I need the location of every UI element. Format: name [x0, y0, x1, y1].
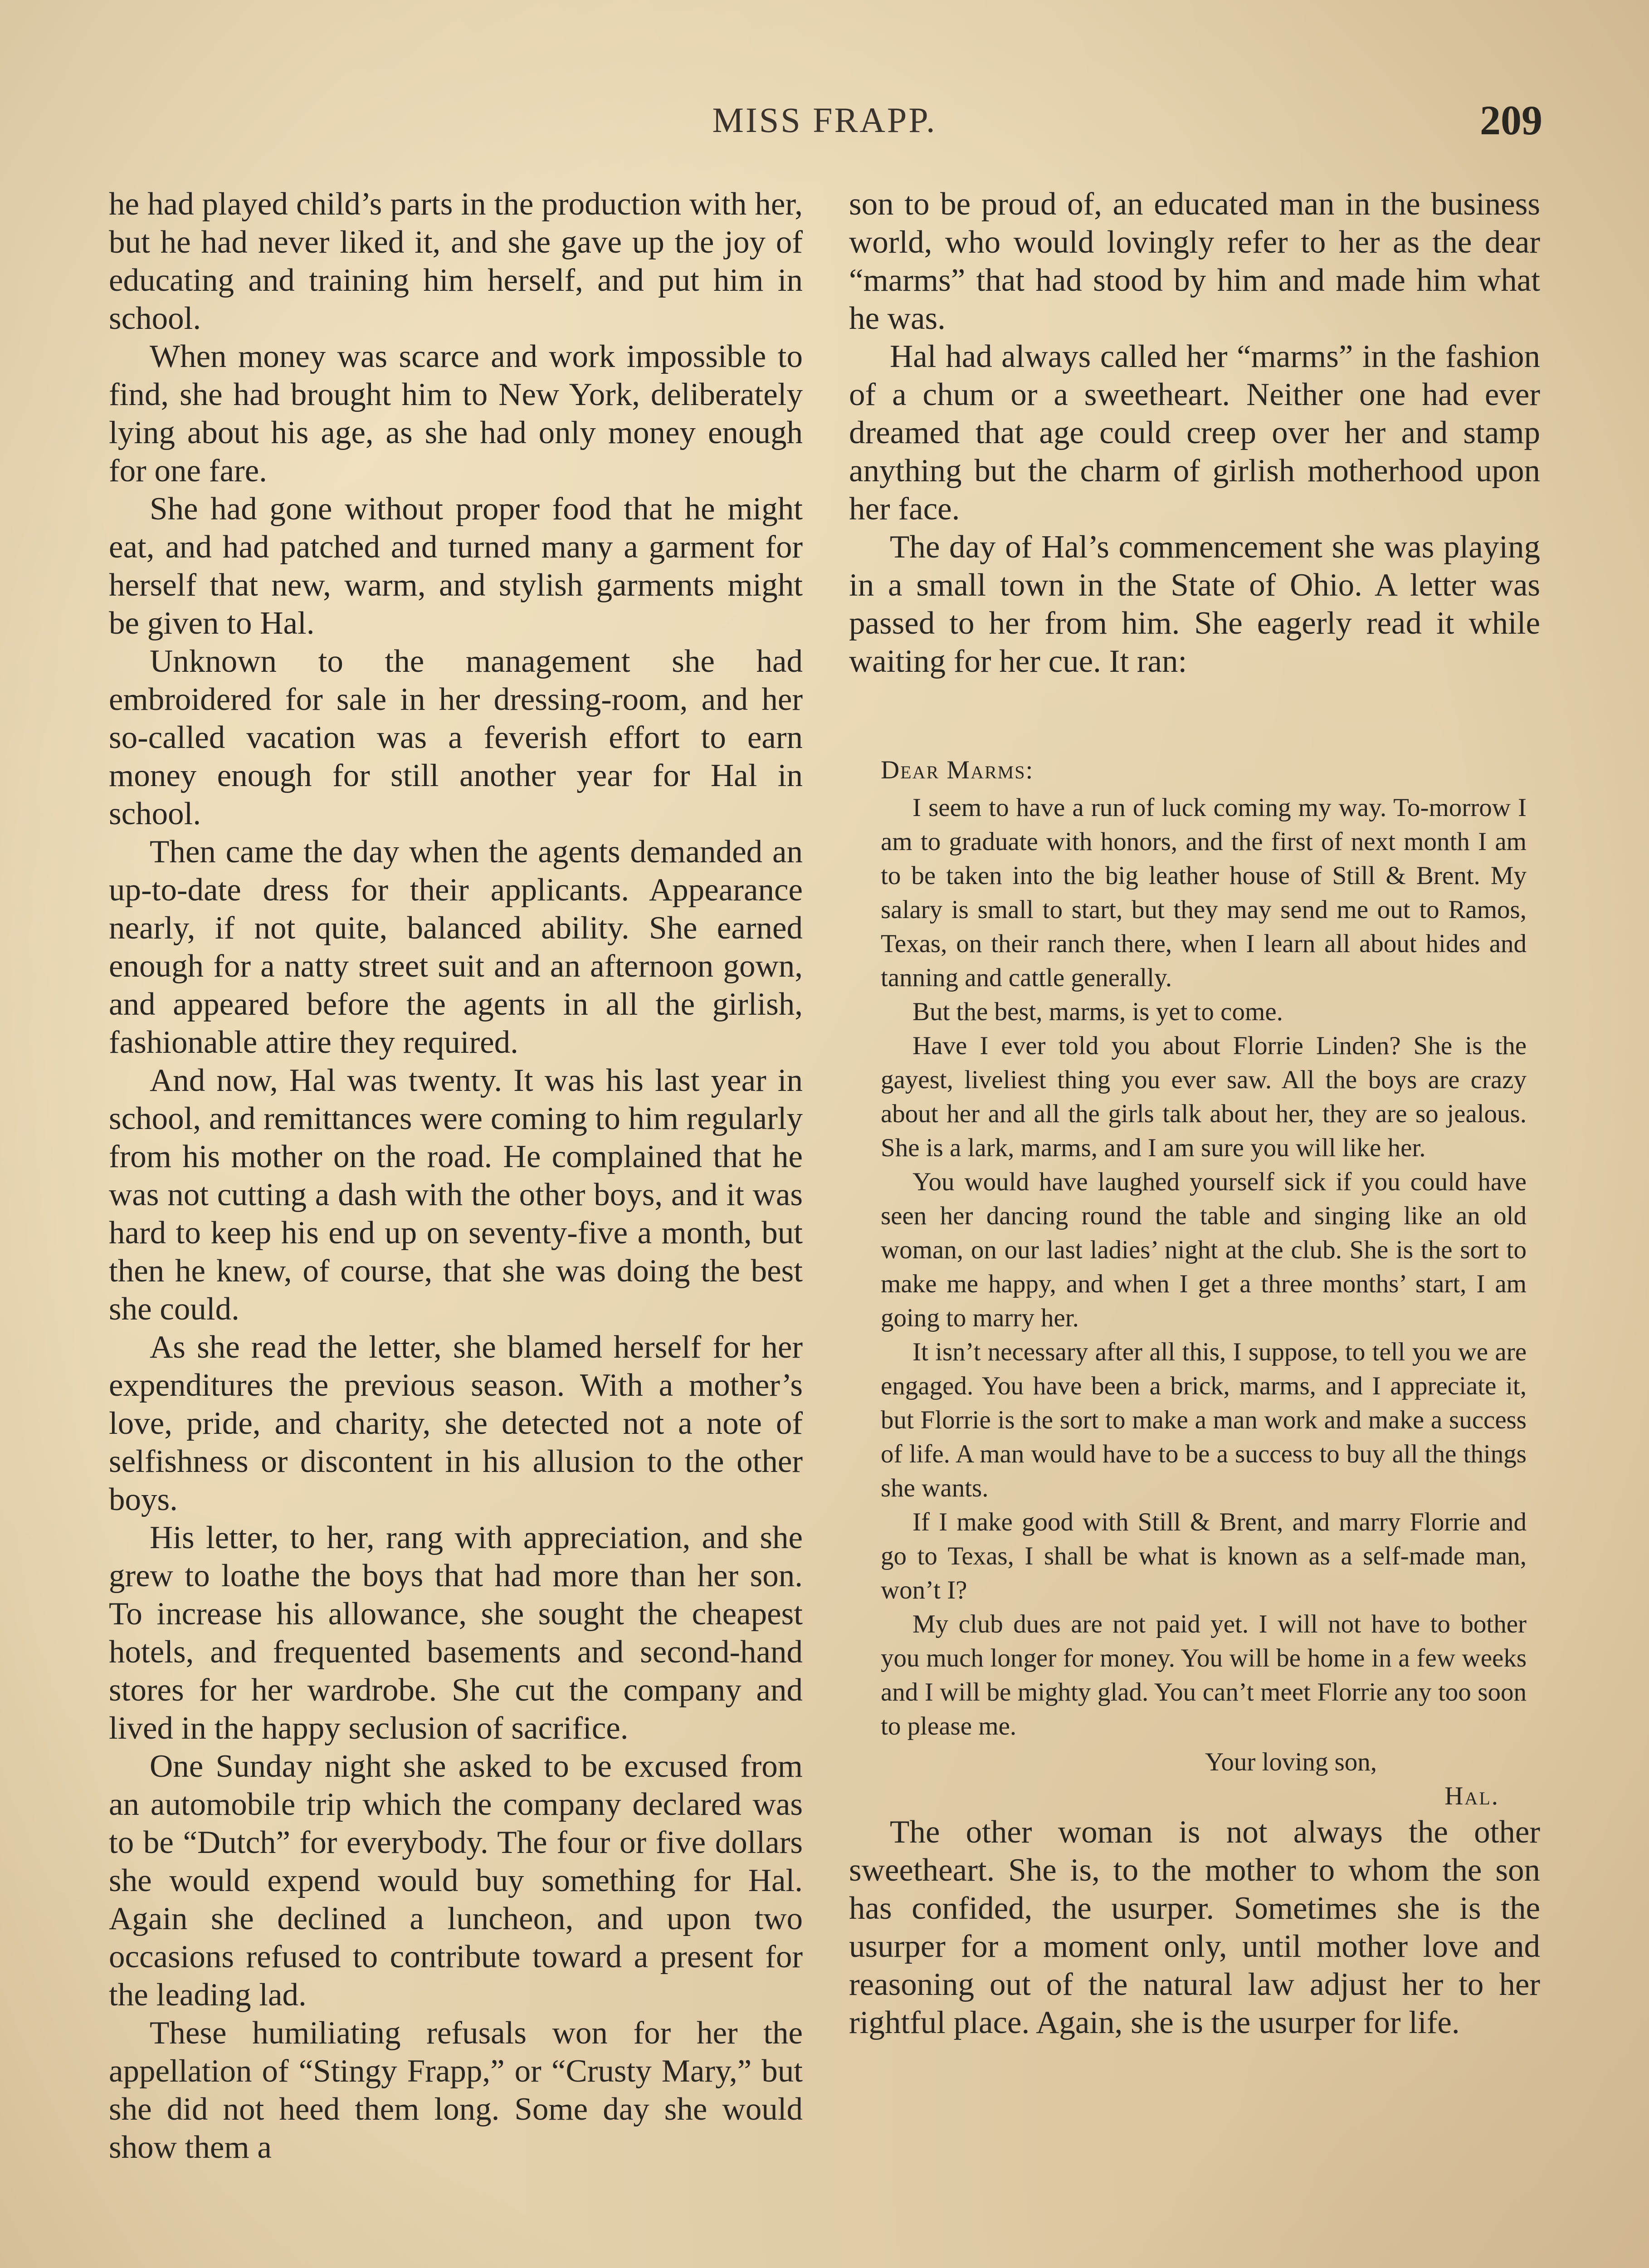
letter-paragraph: My club dues are not paid yet. I will not have to bother you much longer for money. You will be home in a few weeks and I will be mighty glad. You can’t meet Florrie any too soon to please me. [881, 1610, 1527, 1740]
paragraph: son to be proud of, an educated man in the business world, who would lovingly refer to her as the dear “marms” that had stood by him and made him what he was. [849, 186, 1540, 336]
letter-paragraph: But the best, marms, is yet to come. [912, 997, 1283, 1026]
quoted-letter [881, 753, 1527, 1813]
right-column [849, 185, 1540, 2042]
paragraph: As she read the letter, she blamed herself for her expenditures the previous season. With a mother’s love, pride, and charity, she detected not a note of selfishness or discontent in his allusion to the other boys. [109, 1330, 803, 1517]
paragraph: Unknown to the management she had embroidered for sale in her dressing-room, and her so-called vacation was a feverish effort to earn money enough for still another year for Hal in school. [109, 644, 803, 831]
paragraph: he had played child’s parts in the production with her, but he had never liked it, and she gave up the joy of educating and training him herself, and put him in school. [109, 186, 803, 336]
running-title: MISS FRAPP. [712, 100, 937, 140]
paragraph: The other woman is not always the other sweetheart. She is, to the mother to whom the son has confided, the usurper. Sometimes she is the usurper for a moment only, until mother love and reasoning out of the natural law adjust her to her rightful place. Again, she is the usurper for life. [849, 1814, 1540, 2040]
paragraph: One Sunday night she asked to be excused from an automobile trip which the company declared was to be “Dutch” for everybody. The four or five dollars she would expend would buy something for Hal. Again she declined a luncheon, and upon two occasions refused to contribute toward a present for the leading lad. [109, 1749, 803, 2013]
letter-paragraph: I seem to have a run of luck coming my way. To-morrow I am to graduate with honors, and the first of next month I am to be taken into the big leather house of Still & Brent. My salary is small to start, but they may send me out to Ramos, Texas, on their ranch there, when I learn all about hides and tanning and cattle generally. [881, 793, 1527, 992]
letter-paragraph: You would have laughed yourself sick if you could have seen her dancing round the table and singing like an old woman, on our last ladies’ night at the club. She is the sort to make me happy, and when I get a three months’ start, I am going to marry her. [881, 1168, 1527, 1332]
paragraph: His letter, to her, rang with appreciation, and she grew to loathe the boys that had more than her son. To increase his allowance, she sought the cheapest hotels, and frequented basements and second-hand stores for her wardrobe. She cut the company and lived in the happy seclusion of sacrifice. [109, 1520, 803, 1746]
letter-paragraph: Have I ever told you about Florrie Linden? She is the gayest, liveliest thing you ever saw. All the boys are crazy about her and all the girls talk about her, they are so jealous. She is a lark, marms, and I am sure you will like her. [881, 1031, 1527, 1162]
letter-salutation: Dear Marms: [881, 756, 1034, 784]
paragraph: Then came the day when the agents demanded an up-to-date dress for their applicants. Appearance nearly, if not quite, balanced ability. She earned enough for a natty street suit and an afternoon gown, and appeared before the agents in all the girlish, fashionable attire they required. [109, 834, 803, 1060]
letter-paragraph: If I make good with Still & Brent, and marry Florrie and go to Texas, I shall be what is known as a self-made man, won’t I? [881, 1508, 1527, 1604]
page-number: 209 [1480, 97, 1542, 143]
paragraph: She had gone without proper food that he might eat, and had patched and turned many a garment for herself that new, warm, and stylish garments might be given to Hal. [109, 491, 803, 641]
letter-paragraph: It isn’t necessary after all this, I suppose, to tell you we are engaged. You have been a brick, marms, and I appreciate it, but Florrie is the sort to make a man work and make a success of life. A man would have to be a success to buy all the things she wants. [881, 1338, 1527, 1502]
paragraph: When money was scarce and work impossible to find, she had brought him to New York, deliberately lying about his age, as she had only money enough for one fare. [109, 339, 803, 489]
paragraph: These humiliating refusals won for her the appellation of “Stingy Frapp,” or “Crusty Mary,” but she did not heed them long. Some day she would show them a [109, 2015, 803, 2165]
paragraph: And now, Hal was twenty. It was his last year in school, and remittances were coming to him regularly from his mother on the road. He complained that he was not cutting a dash with the other boys, and it was hard to keep his end up on seventy-five a month, but then he knew, of course, that she was doing the best she could. [109, 1063, 803, 1327]
letter-closing: Your loving son, [1205, 1748, 1377, 1776]
paragraph: The day of Hal’s commencement she was playing in a small town in the State of Ohio. A letter was passed to her from him. She eagerly read it while waiting for her cue. It ran: [849, 529, 1540, 679]
paragraph: Hal had always called her “marms” in the fashion of a chum or a sweetheart. Neither one had ever dreamed that age could creep over her and stamp anything but the charm of girlish motherhood upon her face. [849, 339, 1540, 527]
left-column [109, 185, 803, 2166]
letter-signature: Hal. [1444, 1782, 1499, 1810]
